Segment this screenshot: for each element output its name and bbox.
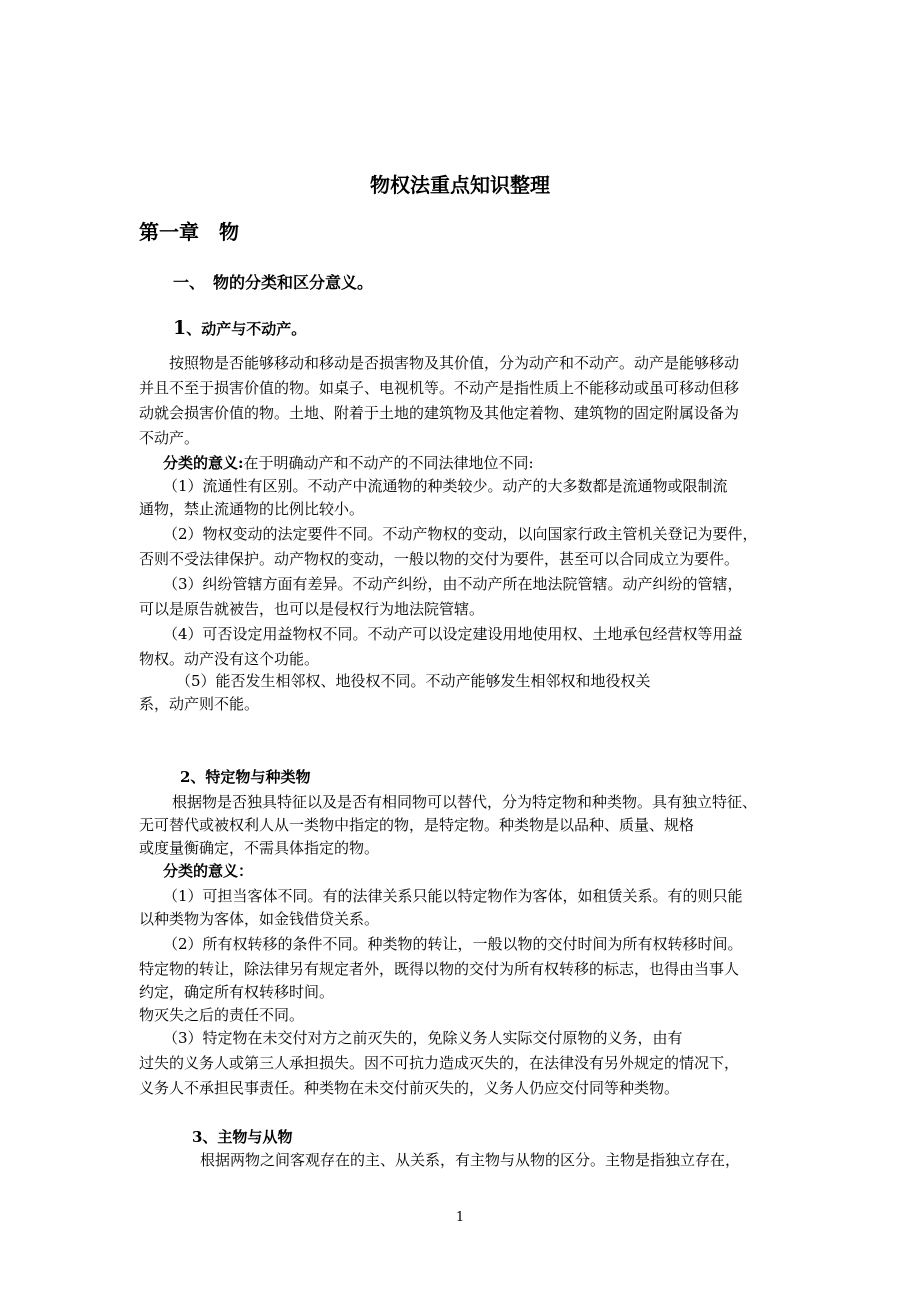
list-item-line: 否则不受法律保护。动产物权的变动，一般以物的交付为要件，甚至可以合同成立为要件。: [139, 550, 740, 568]
paragraph-line: 动就会损害价值的物。土地、附着于土地的建筑物及其他定着物、建筑物的固定附属设备为: [139, 404, 740, 422]
significance-line-2: 分类的意义：: [163, 862, 254, 880]
subsection-heading-2: 2、特定物与种类物: [180, 768, 311, 786]
page-number: 1: [455, 1210, 465, 1225]
paragraph-line: 按照物是否能够移动和移动是否损害物及其价值，分为动产和不动产。动产是能够移动: [169, 354, 740, 372]
paragraph-line: 根据两物之间客观存在的主、从关系，有主物与从物的区分。主物是指独立存在，: [200, 1151, 741, 1169]
list-item-line: （3）特定物在未交付对方之前灭失的，免除义务人实际交付原物的义务，由有: [163, 1029, 683, 1047]
document-title: 物权法重点知识整理: [370, 173, 550, 197]
significance-label: 分类的意义:: [163, 454, 244, 472]
list-item-line: （2）物权变动的法定要件不同。不动产物权的变动，以向国家行政主管机关登记为要件，: [163, 525, 758, 543]
subsection-heading-3: 3、主物与从物: [192, 1128, 293, 1146]
list-item-line: 物灭失之后的责任不同。: [139, 1006, 305, 1024]
list-item-line: 可以是原告就被告，也可以是侵权行为地法院管辖。: [139, 600, 485, 618]
list-item-line: 系，动产则不能。: [139, 695, 260, 713]
subsection-heading-1: [173, 318, 306, 339]
list-item-line: 以种类物为客体，如金钱借贷关系。: [139, 910, 380, 928]
paragraph-line: 或度量衡确定，不需具体指定的物。: [139, 839, 380, 857]
list-item-line: （1）流通性有区别。不动产中流通物的种类较少。动产的大多数都是流通物或限制流: [163, 477, 728, 495]
list-item-line: （3）纠纷管辖方面有差异。不动产纠纷，由不动产所在地法院管辖。动产纠纷的管辖，: [163, 575, 743, 593]
section-heading: 一、 物的分类和区分意义。: [173, 273, 374, 292]
paragraph-line: 根据物是否独具特征以及是否有相同物可以替代，分为特定物和种类物。具有独立特征、: [172, 793, 758, 811]
list-item-line: 物权。动产没有这个功能。: [139, 650, 320, 668]
chapter-heading: 第一章 物: [139, 220, 239, 244]
list-item-line: （2）所有权转移的条件不同。种类物的转让，一般以物的交付时间为所有权转移时间。: [163, 935, 743, 953]
list-item-line: （5）能否发生相邻权、地役权不同。不动产能够发生相邻权和地役权关: [176, 672, 651, 690]
significance-text: 在于明确动产和不动产的不同法律地位不同:: [243, 454, 534, 472]
list-item-line: （1）可担当客体不同。有的法律关系只能以特定物作为客体，如租赁关系。有的则只能: [163, 887, 743, 905]
list-item-line: 过失的义务人或第三人承担损失。因不可抗力造成灭失的，在法律没有另外规定的情况下，: [139, 1054, 740, 1072]
paragraph-line: 并且不至于损害价值的物。如桌子、电视机等。不动产是指性质上不能移动或虽可移动但移: [139, 379, 740, 397]
subsection-number: 1: [173, 317, 187, 339]
list-item-line: （4）可否设定用益物权不同。不动产可以设定建设用地使用权、土地承包经营权等用益: [163, 625, 743, 643]
subsection-label: 、动产与不动产。: [186, 320, 307, 338]
list-item-line: 通物，禁止流通物的比例比较小。: [139, 500, 365, 518]
paragraph-line: 不动产。: [139, 429, 200, 447]
paragraph-line: 无可替代或被权利人从一类物中指定的物，是特定物。种类物是以品种、质量、规格: [139, 816, 695, 834]
list-item-line: 义务人不承担民事责任。种类物在未交付前灭失的，义务人仍应交付同等种类物。: [139, 1079, 680, 1097]
significance-line-1: [163, 453, 534, 473]
list-item-line: 约定，确定所有权转移时间。: [139, 983, 335, 1001]
list-item-line: 特定物的转让，除法律另有规定者外，既得以物的交付为所有权转移的标志，也得由当事人: [139, 960, 740, 978]
